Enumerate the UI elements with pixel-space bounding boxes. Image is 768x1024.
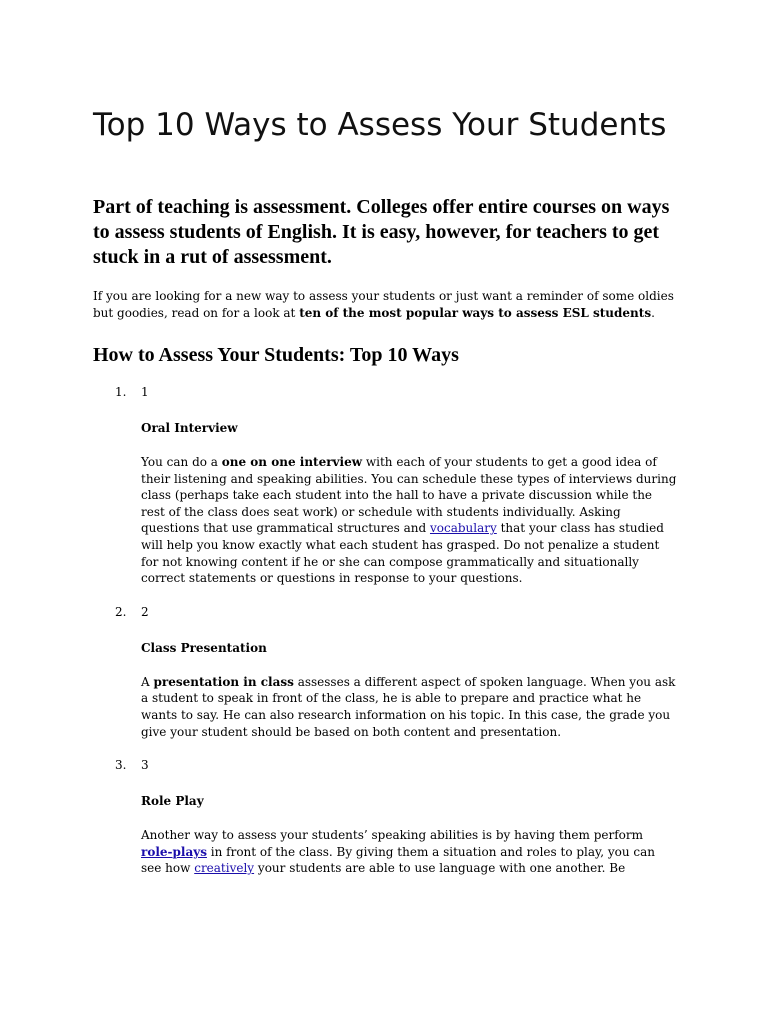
item-number: 1 xyxy=(141,385,149,399)
lede-paragraph: Part of teaching is assessment. Colleges offer entire courses on ways to assess students of English. It is easy, however, for teachers to get stuck in a rut of assessment. xyxy=(93,196,670,268)
ways-list xyxy=(93,384,676,877)
item-number: 3 xyxy=(141,758,149,773)
item-bold-text: presentation in class xyxy=(153,674,294,689)
intro-end: . xyxy=(651,306,655,320)
list-marker: 1. xyxy=(115,385,127,399)
intro-bold-text: ten of the most popular ways to assess ESL students xyxy=(299,306,652,320)
item-body xyxy=(141,674,676,740)
item-text: assesses a different aspect of spoken language. When you ask a student to speak in front of the class, he is able to prepare and practice what he wants to say. He can also research information on his topic. In this case, the grade you give your student should be based on both content and presentation. xyxy=(141,674,676,739)
list-marker: 2. xyxy=(115,604,127,619)
list-item xyxy=(93,604,676,740)
intro-paragraph xyxy=(93,288,676,322)
vocabulary-link[interactable]: vocabulary xyxy=(429,521,497,536)
item-text: in front of the class. By giving them a situation and roles to play, you can see how xyxy=(141,844,655,876)
page-title: Top 10 Ways to Assess Your Students xyxy=(93,107,667,143)
role-plays-link[interactable]: role-plays xyxy=(141,844,207,859)
item-bold-text: one on one interview xyxy=(221,455,363,469)
list-item xyxy=(93,757,676,877)
list-marker: 3. xyxy=(115,758,127,773)
item-text: that your class has studied will help you know exactly what each student has grasped. Do not penalize a student for not knowing content if he or she can compose grammatically and situationally correct statements or questions in response to your questions. xyxy=(141,521,664,586)
list-item xyxy=(93,384,676,587)
item-text: your students are able to use language with one another. Be xyxy=(254,861,626,876)
creatively-link[interactable]: creatively xyxy=(194,861,255,876)
item-title: Oral Interview xyxy=(141,421,238,435)
item-body xyxy=(141,454,677,587)
item-title: Role Play xyxy=(141,794,204,809)
item-text: with each of your students to get a good idea of their listening and speaking abilities. You can schedule these types of interviews during class (perhaps take each student into the hall to have a private discussion while the rest of the class does seat work) or schedule with students individually. Asking questions that use grammatical structures and xyxy=(141,455,677,536)
item-text: You can do a xyxy=(141,455,222,469)
section-heading: How to Assess Your Students: Top 10 Ways xyxy=(93,344,459,366)
item-body xyxy=(141,827,676,877)
intro-text: If you are looking for a new way to assess your students or just want a reminder of some oldies but goodies, read on for a look at xyxy=(93,289,674,320)
item-text: A xyxy=(141,674,154,689)
item-text: Another way to assess your students’ speaking abilities is by having them perform xyxy=(141,828,643,843)
item-number: 2 xyxy=(141,604,149,619)
item-title: Class Presentation xyxy=(141,640,267,655)
